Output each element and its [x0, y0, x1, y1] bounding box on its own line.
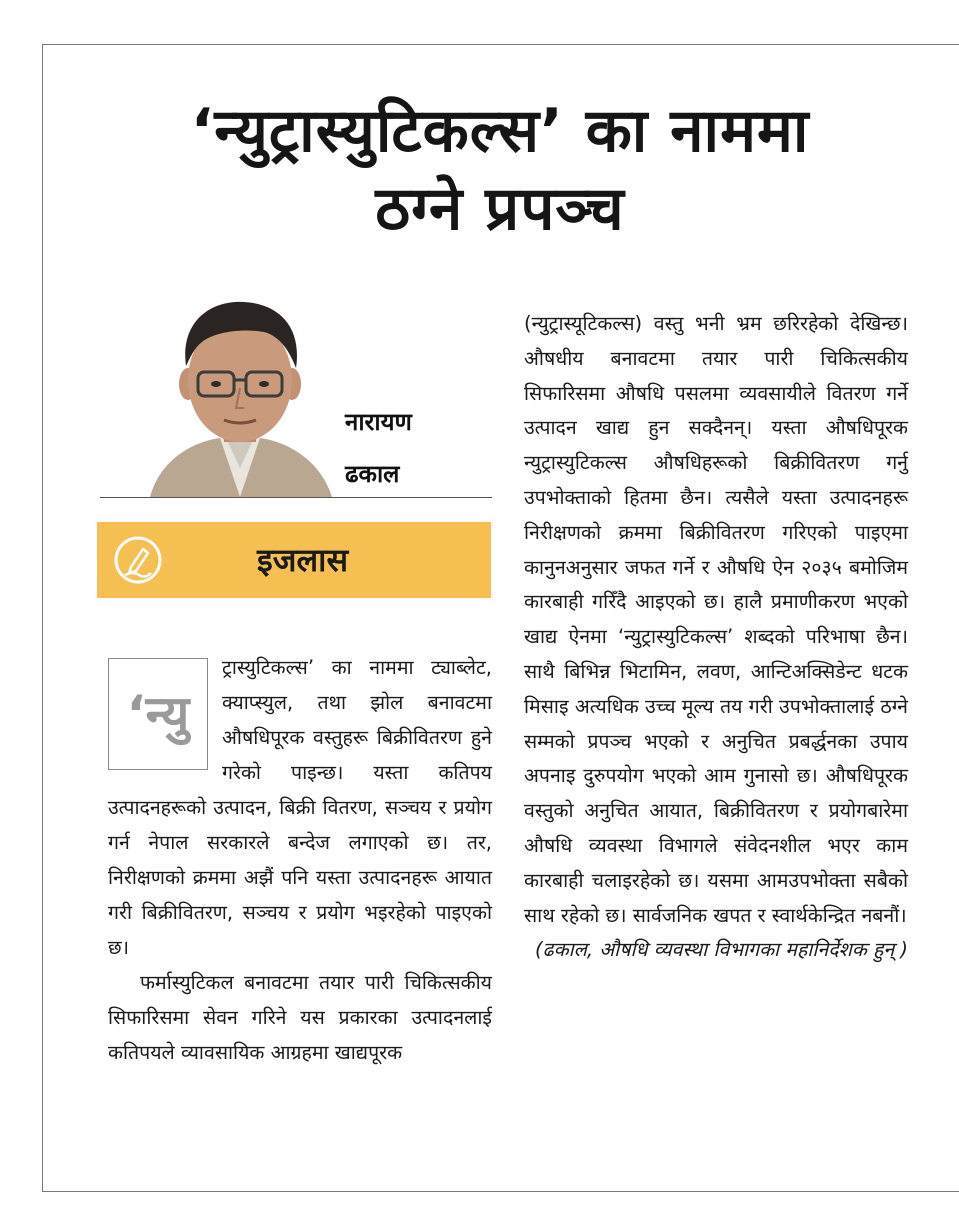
article-column-right [524, 307, 908, 968]
author-signoff: (ढकाल, औषधि व्यवस्था विभागका महानिर्देशक हुन् ) [535, 938, 908, 962]
article-paragraph-2-continued: (न्युट्रास्यूटिकल्स) वस्तु भनी भ्रम छरिरहेको देखिन्छ। औषधीय बनावटमा तयार पारी चिकित्सकीय सिफारिसमा औषधि पसलमा व्यवसायीले वितरण गर्ने उत्पादन खाद्य हुन सक्दैनन्। यस्ता औषधिपूरक न्युट्रास्युटिकल्स औषधिहरूको बिक्रीवितरण गर्नु उपभोक्ताको हितमा छैन। त्यसैले यस्ता उत्पादनहरू निरीक्षणको क्रममा बिक्रीवितरण गरिएको पाइएमा कानुनअनुसार जफत गर्ने र औषधि ऐन २०३५ बमोजिम कारबाही गरिँदै आइएको छ। हालै प्रमाणीकरण भएको खाद्य ऐनमा ‘न्युट्रास्युटिकल्स’ शब्दको परिभाषा छैन। साथै बिभिन्न भिटामिन, लवण, आन्टिअक्सिडेन्ट धटक मिसाइ अत्यधिक उच्च मूल्य तय गरी उपभोक्तालाई ठग्ने सम्मको प्रपञ्च भएको र अनुचित प्रबर्द्धनका उपाय अपनाइ दुरुपयोग भएको आम गुनासो छ। औषधिपूरक वस्तुको अनुचित आयात, बिक्रीवितरण र प्रयोगबारेमा औषधि व्यवस्था विभागले संवेदनशील भएर काम कारबाही चलाइरहेको छ। यसमा आमउपभोक्ता सबैको साथ रहेको छ। सार्वजनिक खपत र स्वार्थकेन्द्रित नबनौं। [524, 312, 908, 927]
headline [60, 92, 940, 248]
dropcap: ‘न्यु [108, 658, 208, 770]
author-last-name: ढकाल [345, 460, 400, 488]
article-column-left [108, 650, 492, 1070]
section-label: इजलास [257, 541, 349, 579]
author-divider [100, 497, 492, 498]
author-name [345, 396, 485, 500]
author-first-name: नारायण [345, 408, 412, 436]
paragraph-1-text: ट्रास्युटिकल्स’ का नाममा ट्याब्लेट, क्याप्स्युल, तथा झोल बनावटमा औषधिपूरक वस्तुहरू बिक्रीवितरण हुने गरेको पाइन्छ। यस्ता कतिपय उत्पादनहरूको उत्पादन, बिक्री वितरण, सञ्चय र प्रयोग गर्न नेपाल सरकारले बन्देज लगाएको छ। तर, निरीक्षणको क्रममा अझैं पनि यस्ता उत्पादनहरू आयात गरी बिक्रीवितरण, सञ्चय र प्रयोग भइरहेको पाइएको छ। [108, 656, 492, 959]
article-paragraph-2-start: फर्मास्युटिकल बनावटमा तयार पारी चिकित्सकीय सिफारिसमा सेवन गरिने यस प्रकारका उत्पादनलाई कतिपयले व्यावसायिक आग्रहमा खाद्यपूरक [108, 971, 492, 1064]
headline-line-1: ‘न्युट्रास्युटिकल्स’ का नाममा [190, 96, 810, 166]
author-photo [140, 292, 340, 497]
section-banner [97, 522, 491, 598]
article-paragraph-1 [108, 650, 492, 965]
headline-line-2: ठग्ने प्रपञ्च [375, 174, 625, 244]
pen-writing-icon [113, 535, 163, 585]
